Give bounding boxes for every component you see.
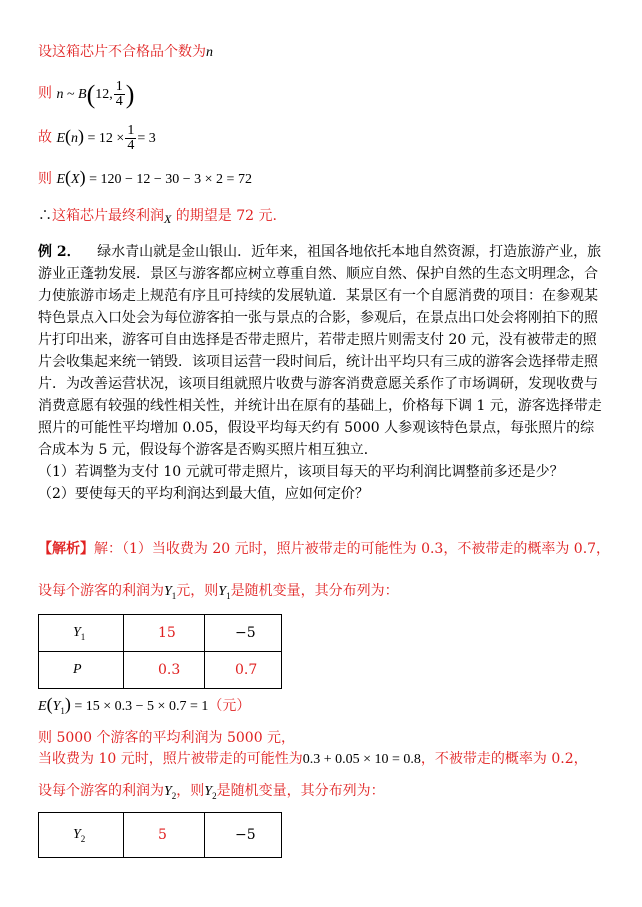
table-row: $Y_1$ 15 −5 — [39, 615, 282, 652]
distribution-table-y2 — [38, 812, 282, 858]
line-defective-count: 设这箱芯片不合格品个数为n — [38, 44, 213, 60]
line-conclusion: ∴这箱芯片最终利润X 的期望是 72 元. — [38, 208, 277, 226]
line-binomial: 则 n ~ B(12, $\frac{1}{4}$ ) — [38, 79, 135, 109]
analysis-line: 【解析】解：（1）当收费为 20 元时，照片被带走的可能性为 0.3，不被带走的概率为 0.7， — [38, 541, 611, 557]
question-1: （1）若调整为支付 10 元就可带走照片，该项目每天的平均利润比调整前多还是少？ — [38, 464, 564, 480]
table-row: P 0.3 0.7 — [39, 652, 282, 689]
line-expectation-x: 则 E(X) = 120 − 12 − 30 − 3 × 2 = 72 — [38, 167, 252, 187]
distribution-table-y1 — [38, 614, 282, 689]
line-expectation-n: 故 E(n) = 12 × $\frac{1}{4}$ = 3 — [38, 123, 156, 153]
example-2 — [38, 241, 608, 505]
example-body: 绿水青山就是金山银山．近年来，祖国各地依托本地自然资源，打造旅游产业，旅游业正蓬勃发展．景区与游客都应树立尊重自然、顺应自然、保护自然的生态文明理念，合力使旅游市场走上规范有序且可持续的发展轨道．某景区有一个自愿消费的项目：在参观某特色景点入口处会为每位游客拍一张与景点的合影，参观后，在景点出口处会将刚拍下的照片打印出来，游客可自由选择是否带走照片，若带走照片则需支付 20 元，没有被带走的照片会收集起来统一销毁．该项目运营一段时间后，统计出平均只有三成的游客会选择带走照片．为改善运营状况，该项目组就照片收费与游客消费意愿关系作了市场调研，发现收费与消费意愿有较强的线性相关性，并统计出在原有的基础上，价格每下调 1 元，游客选择带走照片的可能性平均增加 0.05，假设平均每天约有 5000 人参观该特色景点，每张照片的综合成本为 5 元，假设每个游客是否购买照片相互独立． — [38, 244, 602, 458]
analysis-tag: 【解析】 — [38, 541, 94, 557]
expectation-y1: $E(Y_1) = 15 \times 0.3 - 5 \times 0.7 = 1$（元） — [38, 694, 251, 716]
line-5000: 则 5000 个游客的平均利润为 5000 元， — [38, 730, 296, 746]
y1-intro: 设每个游客的利润为$Y_1$元，则$Y_1$是随机变量，其分布列为： — [38, 583, 399, 601]
question-2: （2）要使每天的平均利润达到最大值，应如何定价？ — [38, 486, 369, 502]
y2-intro: 设每个游客的利润为$Y_2$，则$Y_2$是随机变量，其分布列为： — [38, 783, 385, 801]
example-label: 例 2． — [38, 244, 81, 260]
table-row: $Y_2$ 5 −5 — [39, 813, 282, 858]
line-charge-10: 当收费为 10 元时，照片被带走的可能性为0.3 + 0.05 × 10 = 0.8，不被带走的概率为 0.2， — [38, 751, 588, 767]
